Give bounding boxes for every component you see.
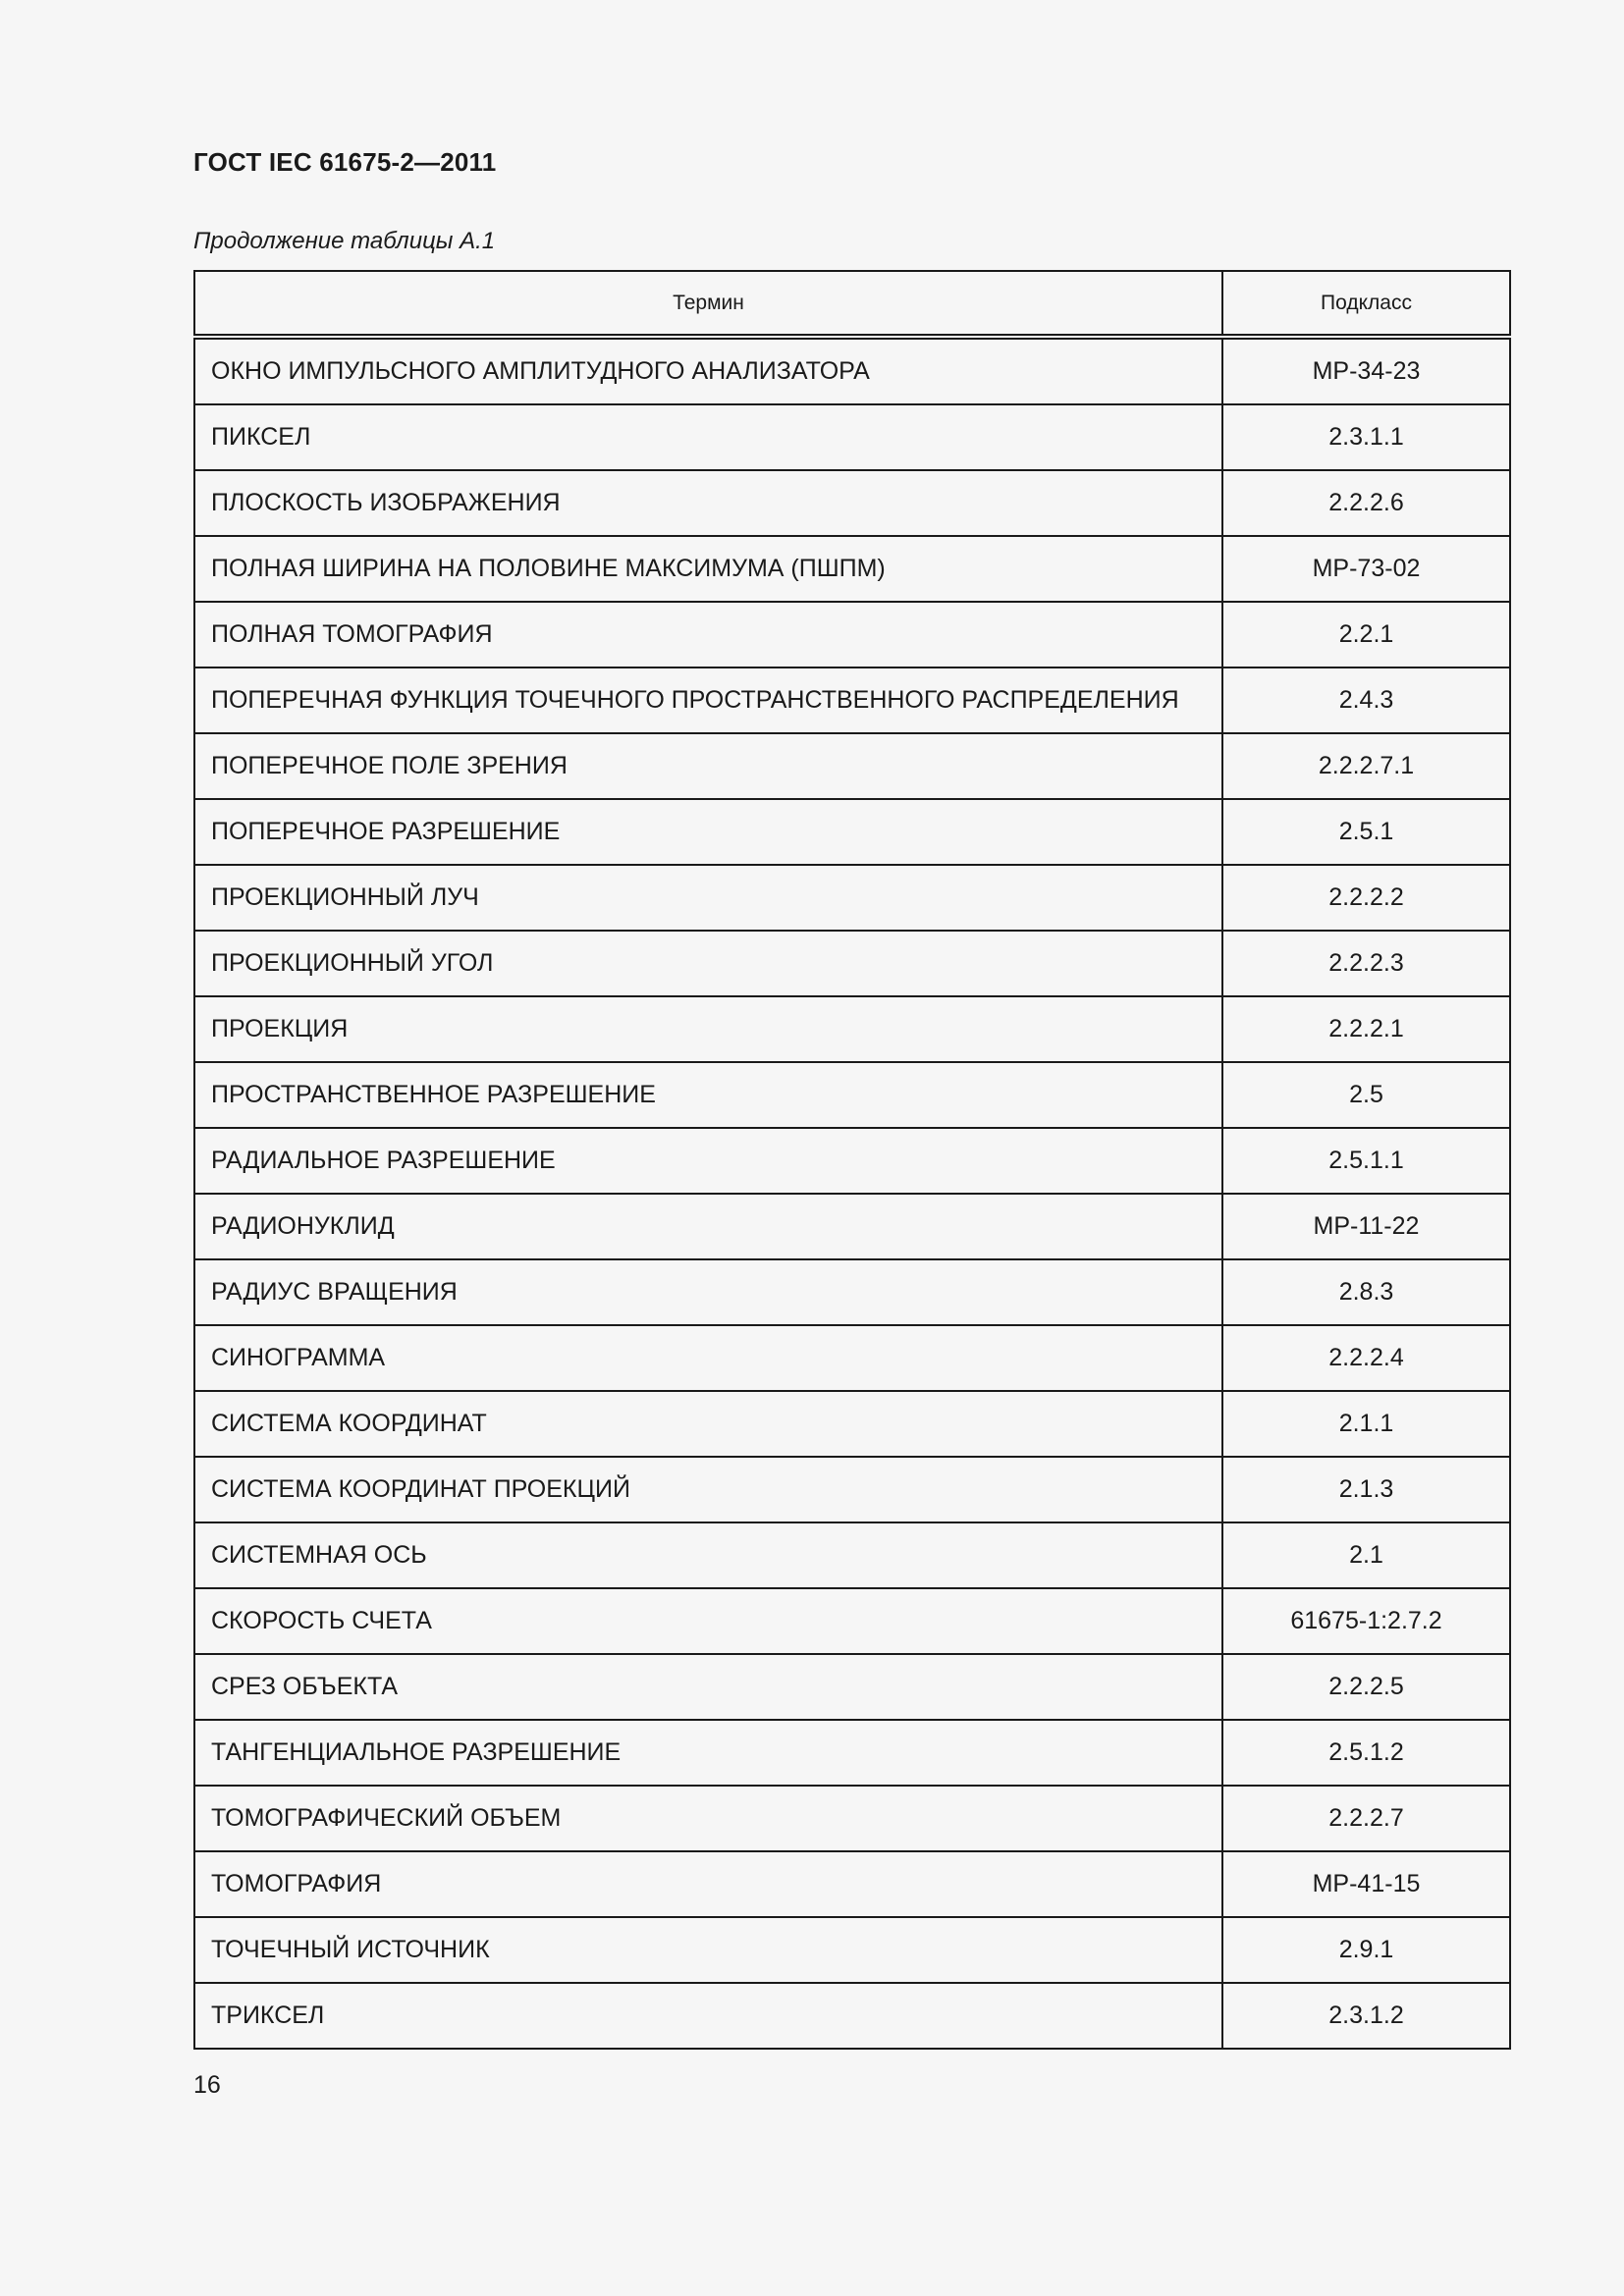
subclass-cell: 2.5.1.2 bbox=[1222, 1720, 1510, 1786]
term-cell: СКОРОСТЬ СЧЕТА bbox=[194, 1588, 1222, 1654]
table-row bbox=[194, 1457, 1510, 1522]
table-row bbox=[194, 996, 1510, 1062]
term-cell: ПРОЕКЦИОННЫЙ ЛУЧ bbox=[194, 865, 1222, 931]
term-cell: ТАНГЕНЦИАЛЬНОЕ РАЗРЕШЕНИЕ bbox=[194, 1720, 1222, 1786]
subclass-cell: 2.2.2.2 bbox=[1222, 865, 1510, 931]
subclass-cell: МР-73-02 bbox=[1222, 536, 1510, 602]
table-row bbox=[194, 602, 1510, 667]
term-cell: ПОЛНАЯ ТОМОГРАФИЯ bbox=[194, 602, 1222, 667]
subclass-cell: 2.2.1 bbox=[1222, 602, 1510, 667]
term-cell: ТОМОГРАФИЧЕСКИЙ ОБЪЕМ bbox=[194, 1786, 1222, 1851]
table-row bbox=[194, 1720, 1510, 1786]
column-header-subclass: Подкласс bbox=[1222, 271, 1510, 337]
term-cell: ПОПЕРЕЧНАЯ ФУНКЦИЯ ТОЧЕЧНОГО ПРОСТРАНСТВЕННОГО РАСПРЕДЕЛЕНИЯ bbox=[194, 667, 1222, 733]
term-cell: ТРИКСЕЛ bbox=[194, 1983, 1222, 2049]
term-cell: ОКНО ИМПУЛЬСНОГО АМПЛИТУДНОГО АНАЛИЗАТОРА bbox=[194, 337, 1222, 404]
table-row bbox=[194, 1786, 1510, 1851]
subclass-cell: 2.2.2.1 bbox=[1222, 996, 1510, 1062]
table-row bbox=[194, 337, 1510, 404]
table-row bbox=[194, 1062, 1510, 1128]
table-row bbox=[194, 1654, 1510, 1720]
subclass-cell: 2.1 bbox=[1222, 1522, 1510, 1588]
term-cell: ПРОЕКЦИОННЫЙ УГОЛ bbox=[194, 931, 1222, 996]
table-row bbox=[194, 536, 1510, 602]
subclass-cell: 2.2.2.7 bbox=[1222, 1786, 1510, 1851]
table-row bbox=[194, 1325, 1510, 1391]
terms-table bbox=[193, 270, 1511, 2050]
term-cell: ТОЧЕЧНЫЙ ИСТОЧНИК bbox=[194, 1917, 1222, 1983]
subclass-cell: МР-11-22 bbox=[1222, 1194, 1510, 1259]
subclass-cell: МР-41-15 bbox=[1222, 1851, 1510, 1917]
term-cell: СИСТЕМА КООРДИНАТ ПРОЕКЦИЙ bbox=[194, 1457, 1222, 1522]
subclass-cell: 2.2.2.7.1 bbox=[1222, 733, 1510, 799]
table-row bbox=[194, 470, 1510, 536]
subclass-cell: 61675-1:2.7.2 bbox=[1222, 1588, 1510, 1654]
table-row bbox=[194, 1391, 1510, 1457]
subclass-cell: 2.4.3 bbox=[1222, 667, 1510, 733]
subclass-cell: 2.1.1 bbox=[1222, 1391, 1510, 1457]
table-row bbox=[194, 1522, 1510, 1588]
term-cell: ПИКСЕЛ bbox=[194, 404, 1222, 470]
table-row bbox=[194, 1259, 1510, 1325]
table-row bbox=[194, 865, 1510, 931]
subclass-cell: 2.2.2.5 bbox=[1222, 1654, 1510, 1720]
term-cell: РАДИОНУКЛИД bbox=[194, 1194, 1222, 1259]
term-cell: ПРОЕКЦИЯ bbox=[194, 996, 1222, 1062]
subclass-cell: 2.2.2.4 bbox=[1222, 1325, 1510, 1391]
table-body bbox=[194, 337, 1510, 2049]
table-caption: Продолжение таблицы А.1 bbox=[193, 228, 496, 254]
subclass-cell: 2.1.3 bbox=[1222, 1457, 1510, 1522]
subclass-cell: 2.9.1 bbox=[1222, 1917, 1510, 1983]
term-cell: ТОМОГРАФИЯ bbox=[194, 1851, 1222, 1917]
subclass-cell: 2.2.2.3 bbox=[1222, 931, 1510, 996]
term-cell: СИНОГРАММА bbox=[194, 1325, 1222, 1391]
subclass-cell: 2.3.1.2 bbox=[1222, 1983, 1510, 2049]
table-row bbox=[194, 1194, 1510, 1259]
term-cell: РАДИУС ВРАЩЕНИЯ bbox=[194, 1259, 1222, 1325]
table-row bbox=[194, 667, 1510, 733]
term-cell: ПЛОСКОСТЬ ИЗОБРАЖЕНИЯ bbox=[194, 470, 1222, 536]
subclass-cell: 2.8.3 bbox=[1222, 1259, 1510, 1325]
term-cell: СИСТЕМНАЯ ОСЬ bbox=[194, 1522, 1222, 1588]
table-row bbox=[194, 799, 1510, 865]
table-row bbox=[194, 1128, 1510, 1194]
subclass-cell: МР-34-23 bbox=[1222, 337, 1510, 404]
term-cell: СРЕЗ ОБЪЕКТА bbox=[194, 1654, 1222, 1720]
term-cell: ПОПЕРЕЧНОЕ ПОЛЕ ЗРЕНИЯ bbox=[194, 733, 1222, 799]
column-header-term: Термин bbox=[194, 271, 1222, 337]
subclass-cell: 2.3.1.1 bbox=[1222, 404, 1510, 470]
table-row bbox=[194, 1588, 1510, 1654]
table-row bbox=[194, 733, 1510, 799]
table-header-row bbox=[194, 271, 1510, 337]
subclass-cell: 2.5.1 bbox=[1222, 799, 1510, 865]
term-cell: ПРОСТРАНСТВЕННОЕ РАЗРЕШЕНИЕ bbox=[194, 1062, 1222, 1128]
term-cell: РАДИАЛЬНОЕ РАЗРЕШЕНИЕ bbox=[194, 1128, 1222, 1194]
table-row bbox=[194, 1983, 1510, 2049]
term-cell: ПОПЕРЕЧНОЕ РАЗРЕШЕНИЕ bbox=[194, 799, 1222, 865]
table-row bbox=[194, 404, 1510, 470]
subclass-cell: 2.2.2.6 bbox=[1222, 470, 1510, 536]
table-row bbox=[194, 931, 1510, 996]
table-row bbox=[194, 1917, 1510, 1983]
table-row bbox=[194, 1851, 1510, 1917]
document-header: ГОСТ IEC 61675-2—2011 bbox=[193, 147, 497, 177]
subclass-cell: 2.5 bbox=[1222, 1062, 1510, 1128]
term-cell: ПОЛНАЯ ШИРИНА НА ПОЛОВИНЕ МАКСИМУМА (ПШПМ) bbox=[194, 536, 1222, 602]
page-number: 16 bbox=[193, 2071, 221, 2099]
subclass-cell: 2.5.1.1 bbox=[1222, 1128, 1510, 1194]
term-cell: СИСТЕМА КООРДИНАТ bbox=[194, 1391, 1222, 1457]
